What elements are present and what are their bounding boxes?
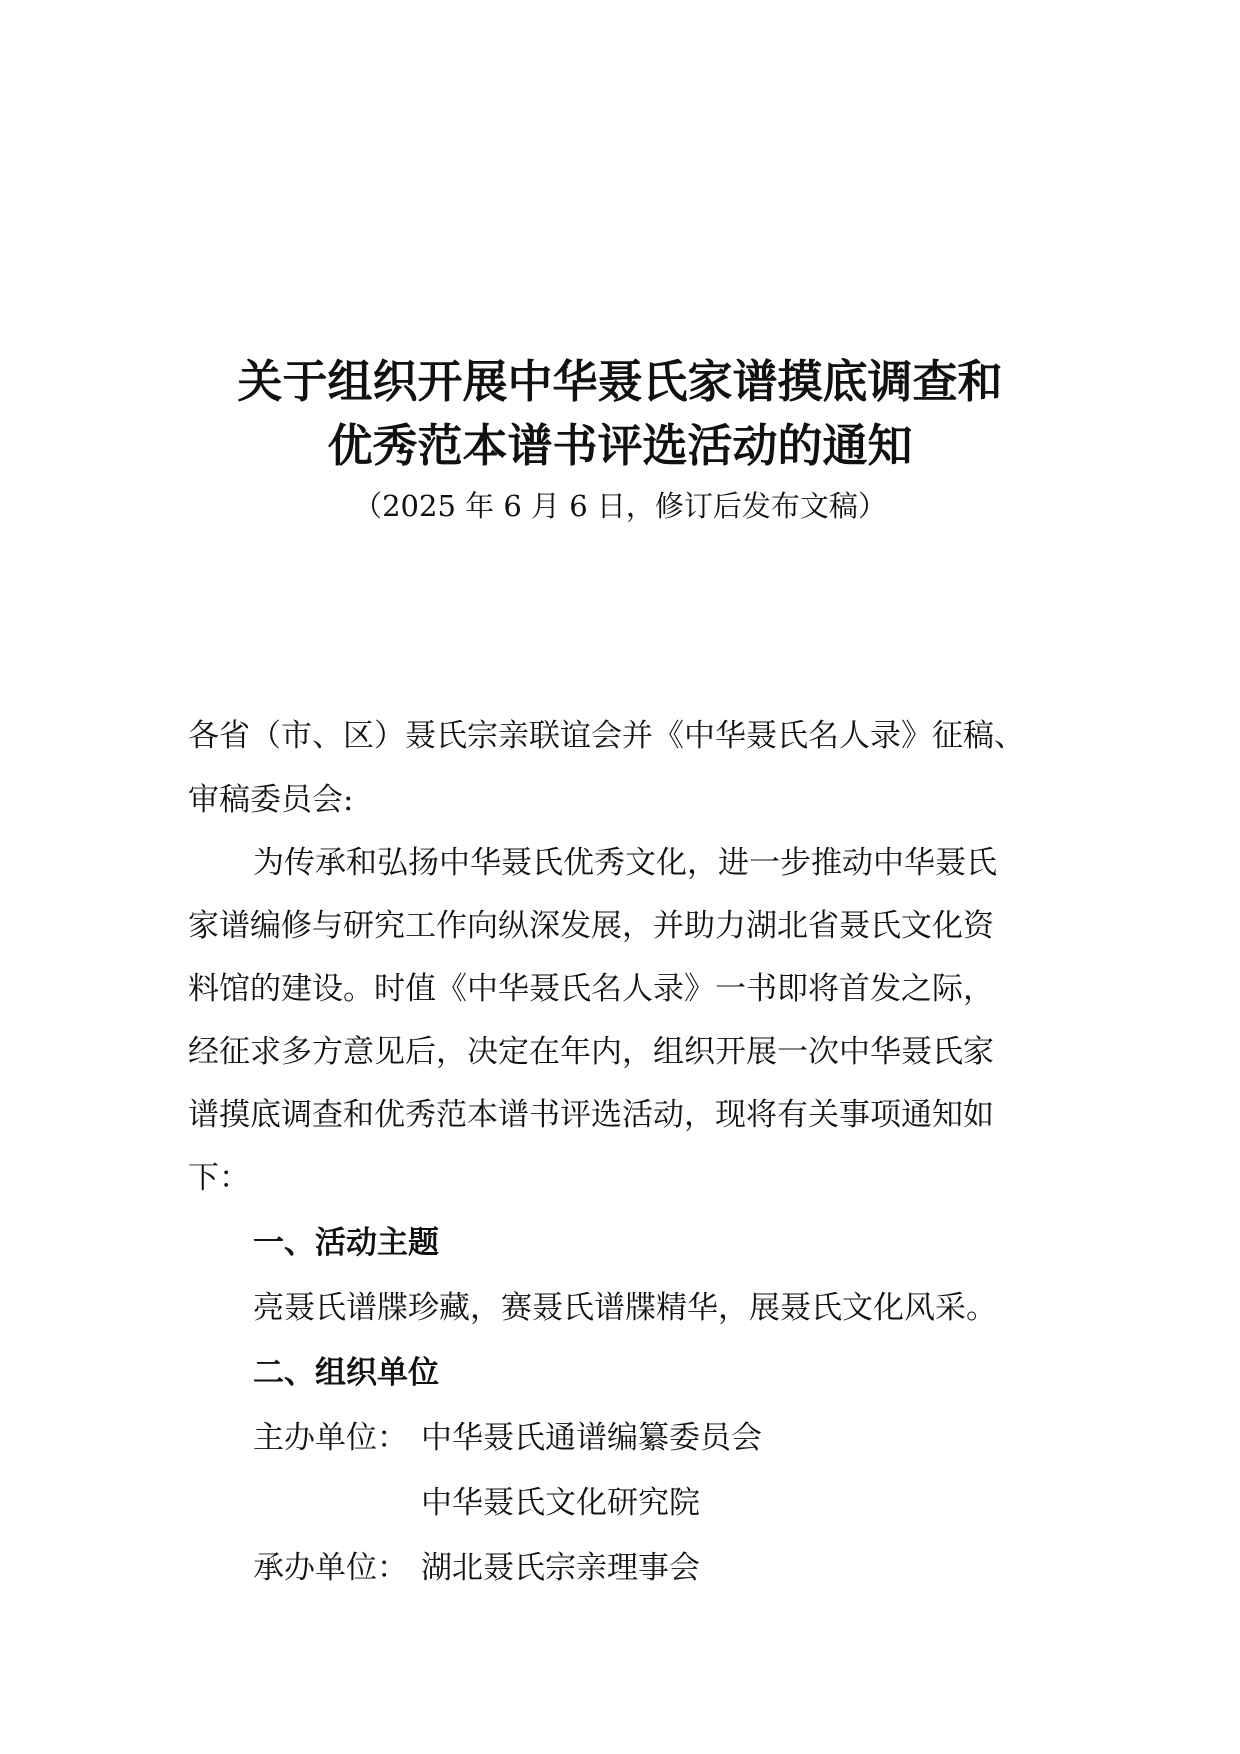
intro-line-5: 谱摸底调查和优秀范本谱书评选活动，现将有关事项通知如 xyxy=(188,1097,994,1133)
intro-line-4: 经征求多方意见后，决定在年内，组织开展一次中华聂氏家 xyxy=(188,1034,994,1070)
document-subtitle: （2025 年 6 月 6 日，修订后发布文稿） xyxy=(353,489,887,523)
intro-line-2: 家谱编修与研究工作向纵深发展，并助力湖北省聂氏文化资 xyxy=(188,908,994,944)
host-unit-2: 中华聂氏文化研究院 xyxy=(421,1485,700,1521)
section-1-heading: 一、活动主题 xyxy=(253,1225,439,1261)
host-label: 主办单位： xyxy=(253,1420,408,1456)
host-unit-1: 中华聂氏通谱编纂委员会 xyxy=(421,1420,762,1456)
organizer-label: 承办单位： xyxy=(253,1550,408,1586)
section-2-heading: 二、组织单位 xyxy=(253,1355,439,1391)
salutation-line-2: 审稿委员会: xyxy=(188,782,354,818)
section-1-text: 亮聂氏谱牒珍藏，赛聂氏谱牒精华，展聂氏文化风采。 xyxy=(253,1290,997,1326)
document-title-line-2: 优秀范本谱书评选活动的通知 xyxy=(327,419,913,472)
intro-line-6: 下： xyxy=(188,1160,250,1196)
organizer-unit: 湖北聂氏宗亲理事会 xyxy=(421,1550,700,1586)
intro-line-1: 为传承和弘扬中华聂氏优秀文化，进一步推动中华聂氏 xyxy=(253,845,997,881)
document-title-line-1: 关于组织开展中华聂氏家谱摸底调查和 xyxy=(237,355,1003,408)
intro-line-3: 料馆的建设。时值《中华聂氏名人录》一书即将首发之际， xyxy=(188,971,994,1007)
salutation-line-1: 各省（市、区）聂氏宗亲联谊会并《中华聂氏名人录》征稿、 xyxy=(188,718,1025,754)
